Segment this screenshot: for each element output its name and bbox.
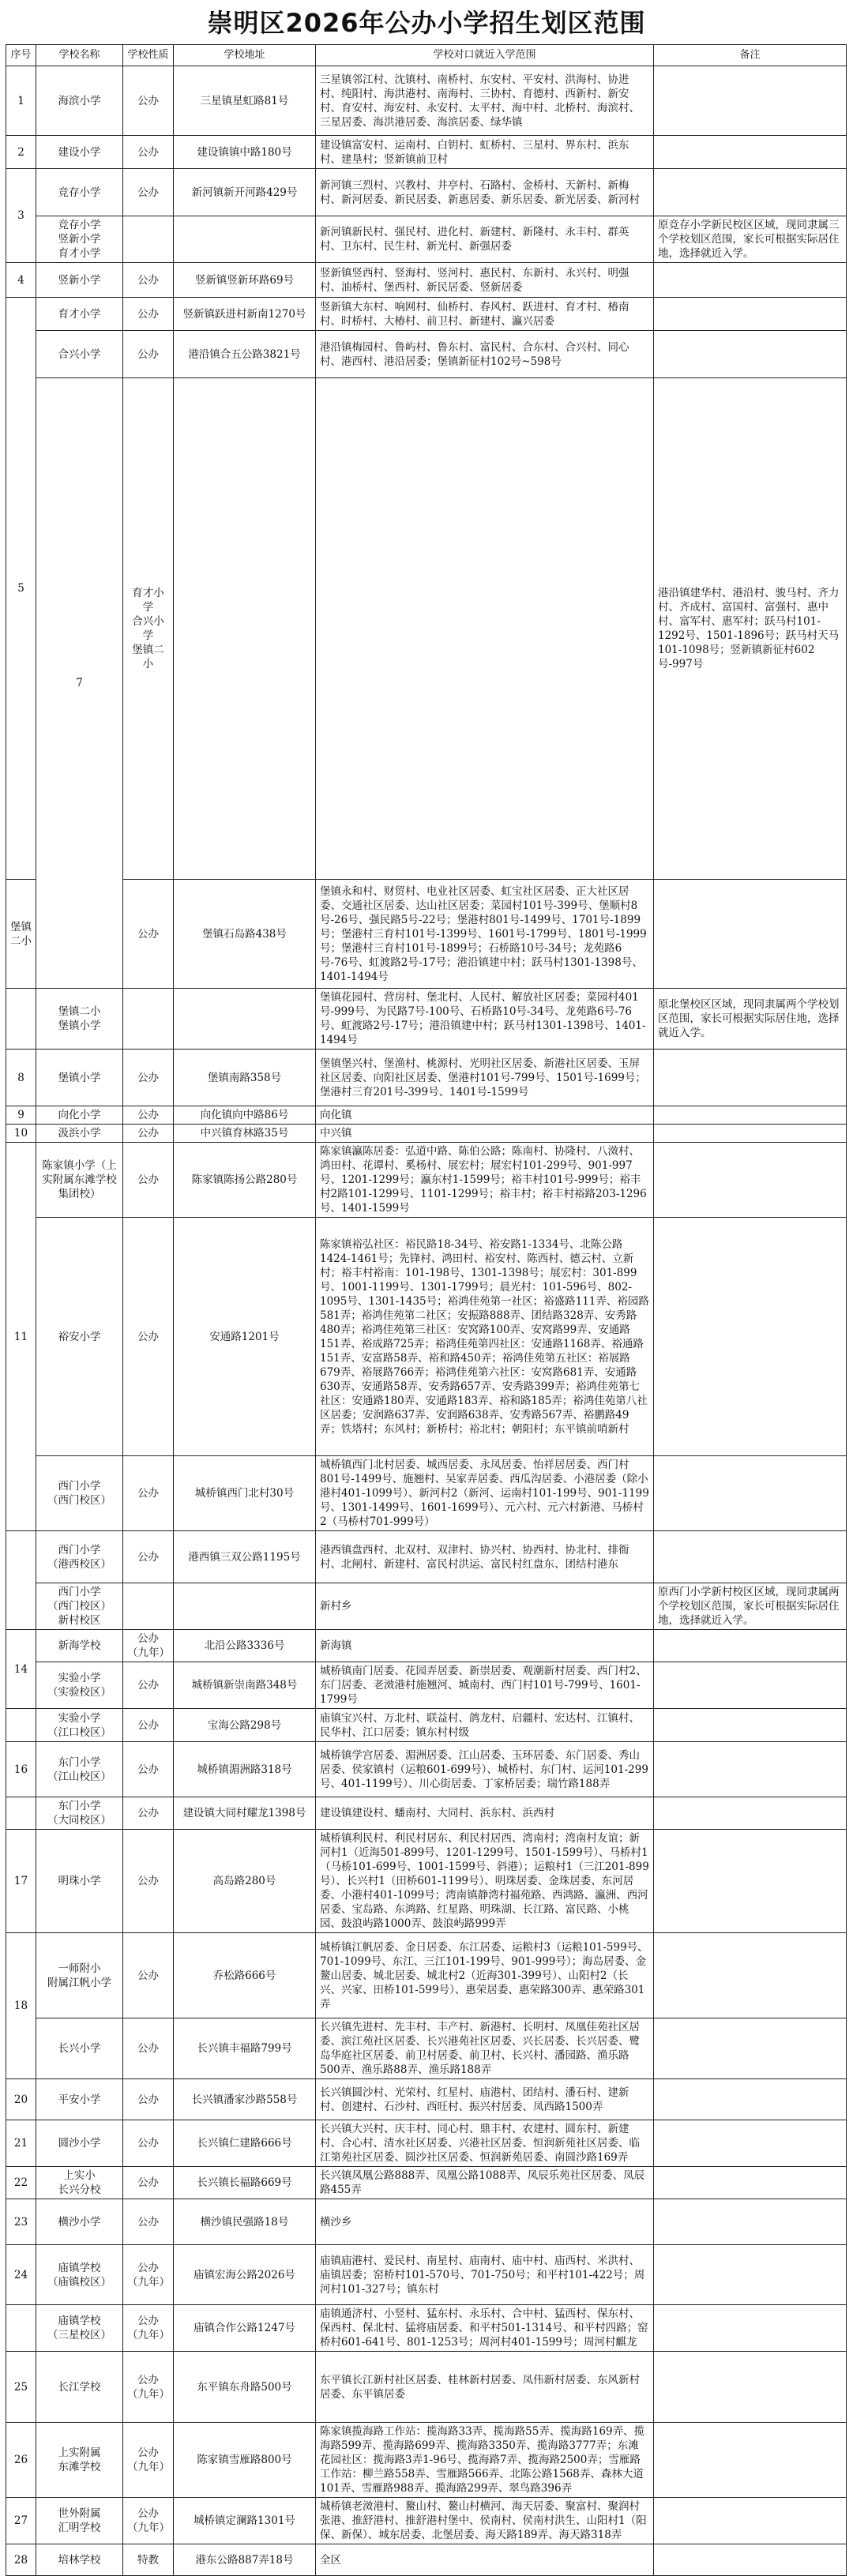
enrollment-range: 中兴镇 (316, 1125, 654, 1143)
row-note (654, 1143, 847, 1218)
school-name: 培林学校 (36, 2544, 123, 2576)
table-row (6, 136, 847, 169)
school-name: 明珠小学 (36, 1830, 123, 1933)
table-row (6, 2018, 847, 2079)
enrollment-range: 庙镇宝兴村、万北村、联益村、鸽龙村、启疆村、宏达村、江镇村、民华村、江口居委；镇东村村级 (316, 1709, 654, 1742)
enrollment-range: 新村乡 (316, 1583, 654, 1630)
enrollment-range: 全区 (316, 2544, 654, 2576)
table-row (6, 1933, 847, 2018)
enrollment-range: 横沙乡 (316, 2199, 654, 2245)
row-number (6, 1797, 36, 1830)
row-note (654, 1125, 847, 1143)
row-note (654, 2305, 847, 2352)
enrollment-range: 城桥镇江帆居委、金日居委、东江居委、运粮村3（运粮101-599号、701-1099号、东江、三江101-199号、901-999号）；海岛居委、金鳌山居委、城北居委、城北村2（近海301-399号）、山阳村2（长兴、兴家、田桥101-599号）、惠荣居委、惠荣路300弄、惠荣路301弄 (316, 1933, 654, 2018)
school-type: 公办 (123, 1933, 174, 2018)
school-type: 公办 (123, 1050, 174, 1106)
row-note (654, 1630, 847, 1662)
table-row (6, 1630, 847, 1662)
enrollment-range: 长兴镇先进村、先丰村、丰产村、新港村、长明村、凤凰佳苑社区居委、滨江苑社区居委、长兴港苑社区居委、兴长居委、长兴居委、鹭岛华庭社区居委、前卫村居委、前卫村、长兴村、潘园路、渔乐路500弄、渔乐路88弄、渔乐路188弄 (316, 2018, 654, 2079)
row-note (654, 2544, 847, 2576)
school-address: 长兴镇丰福路799号 (174, 2018, 316, 2079)
school-type: 特教 (123, 2544, 174, 2576)
enrollment-range: 长兴镇圆沙村、光荣村、红星村、庙港村、团结村、潘石村、建新村、创建村、石沙村、西旺村、振兴村居委、凤西路1500弄 (316, 2079, 654, 2120)
school-address: 中兴镇育林路35号 (174, 1125, 316, 1143)
enrollment-range: 新河镇新民村、强民村、进化村、新建村、新隆村、永丰村、群英村、卫东村、民生村、新光村、新强居委 (316, 216, 654, 263)
table-row (6, 2352, 847, 2423)
school-address (316, 378, 654, 880)
enrollment-range: 庙镇通济村、小竖村、猛东村、永乐村、合中村、猛西村、保东村、保西村、保北村、猛将庙居委、和平村501-1314号、和平村四路；窑桥村601-641号、801-1253号；周河村401-1599号；周河村麒龙 (316, 2305, 654, 2352)
school-type: 公办 (123, 1531, 174, 1583)
header-no: 序号 (6, 45, 36, 66)
school-type: 公办 (123, 1830, 174, 1933)
school-address: 新河镇新开河路429号 (174, 169, 316, 216)
enrollment-range: 三星镇邻江村、沈镇村、南桥村、东安村、平安村、洪海村、协进村、纯阳村、海洪港村、南海村、三协村、育德村、西新村、新安村、育安村、海安村、永安村、太平村、海中村、北桥村、海滨村、三星居委、海洪港居委、海滨居委、绿华镇 (316, 66, 654, 136)
header-note: 备注 (654, 45, 847, 66)
school-type: 公办 (123, 298, 174, 331)
school-name: 向化小学 (36, 1106, 123, 1125)
school-name: 育才小学 (36, 298, 123, 331)
school-type: 公办 （九年） (123, 2498, 174, 2544)
school-address: 庙镇宏海公路2026号 (174, 2245, 316, 2305)
school-name: 上实小 长兴分校 (36, 2167, 123, 2199)
table-row (6, 2423, 847, 2498)
table-row (6, 263, 847, 298)
table-row (6, 1830, 847, 1933)
school-type: 公办 (123, 880, 174, 989)
school-type: 公办 （九年） (123, 2305, 174, 2352)
school-name: 裕安小学 (36, 1218, 123, 1456)
row-number (6, 1531, 36, 1630)
header-name: 学校名称 (36, 45, 123, 66)
school-name: 圆沙小学 (36, 2120, 123, 2167)
enrollment-range: 新海镇 (316, 1630, 654, 1662)
school-type: 公办 (123, 169, 174, 216)
enrollment-range: 港沿镇梅园村、鲁屿村、鲁东村、富民村、合东村、合兴村、同心村、港西村、港沿居委；堡镇新征村102号~598号 (316, 331, 654, 378)
enrollment-range: 城桥镇学宫居委、湄洲居委、江山居委、玉环居委、东门居委、秀山居委、侯家镇村（运粮601-699号）、城桥村、东门村、运河101-299号、401-1199号）、川心街居委、丁家桥居委；瑞竹路188弄 (316, 1742, 654, 1797)
school-name: 平安小学 (36, 2079, 123, 2120)
row-note (654, 66, 847, 136)
school-type: 公办 (123, 1125, 174, 1143)
row-number: 22 (6, 2167, 36, 2199)
school-name: 长兴小学 (36, 2018, 123, 2079)
table-row (6, 880, 847, 989)
school-address: 三星镇星虹路81号 (174, 66, 316, 136)
enrollment-range: 陈家镇瀛陈居委：弘道中路、陈伯公路；陈南村、协隆村、八滧村、鸿田村、花谭村、奚杨村、展宏村；展宏村101-299号、901-997号、1201-1299号；瀛东村1-1599号；裕丰村101号-999号；裕丰村2路101-1299号、1101-1299号；裕丰村；裕丰村裕路203-1296号、1401-1599号 (316, 1143, 654, 1218)
school-type: 公办 (123, 1456, 174, 1531)
row-number: 16 (6, 1742, 36, 1797)
table-row (6, 1742, 847, 1797)
row-number (6, 989, 36, 1050)
table-row (6, 1797, 847, 1830)
school-address: 长兴镇潘家沙路558号 (174, 2079, 316, 2120)
table-body (6, 66, 847, 2576)
table-row (6, 2544, 847, 2576)
table-row (6, 1143, 847, 1218)
table-row (6, 1662, 847, 1709)
school-address: 长兴镇长福路669号 (174, 2167, 316, 2199)
school-name: 庙镇学校 （三星校区） (36, 2305, 123, 2352)
row-number: 7 (36, 378, 123, 989)
row-number: 9 (6, 1106, 36, 1125)
row-note (654, 2423, 847, 2498)
school-address: 港东公路887弄18号 (174, 2544, 316, 2576)
row-number: 2 (6, 136, 36, 169)
enrollment-range: 竖新镇大东村、响网村、仙桥村、春风村、跃进村、育才村、椿南村、时桥村、大椿村、前卫村、新建村、瀛兴居委 (316, 298, 654, 331)
enrollment-range: 城桥镇老滧港村、鳌山村、鳌山村横河、海天居委、聚富村、聚润村张港、推舒港村、推舒港村堡中、侯南村、侯南村洪生、山阳村1（阳保、新保）、城东居委、北堡居委、海天路189弄、海天路318弄 (316, 2498, 654, 2544)
enrollment-range: 城桥镇西门北村居委、城西居委、永凤居委、怡祥居居委、西门村801号-1499号、施翘村、吴家弄居委、西瓜沟居委、小港居委（除小港村401-1099号）、新河村2（新河、运南村101-199号、901-1199号、1301-1499号、1601-1699号）、元六村、元六村新港、马桥村2（马桥村701-999号） (316, 1456, 654, 1531)
row-number: 1 (6, 66, 36, 136)
school-name: 竞存小学 竖新小学 育才小学 (36, 216, 123, 263)
enrollment-range: 陈家镇裕弘社区：裕民路18-34号、裕安路1-1334号、北陈公路1424-1461号；先锋村、鸿田村、裕安村、陈西村、德云村、立新村；裕丰村裕南：101-198号、1301-1398号；展宏村：301-899号、1001-1199号、1301-1799号；晨光村：101-596号、802-1095号、1301-1435号；裕鸿佳苑第一社区；裕盛路111弄、裕园路581弄；裕鸿佳苑第二社区；安振路888弄、团结路328弄、安秀路480弄；裕鸿佳苑第三社区：安窝路100弄、安窝路99弄、安通路151弄、裕成路725弄；裕鸿佳苑第四社区：安通路1168弄、裕通路151弄、安富路58弄、裕和路450弄；裕鸿佳苑第五社区：裕展路679弄、裕展路766弄；裕鸿佳苑第六社区：安窝路681弄、安通路630弄、安通路58弄、安秀路657弄、安秀路399弄；裕鸿佳苑第七社区：安通路180弄、安通路183弄、裕和路185弄；裕鸿佳苑第八社区居委；安润路637弄、安润路638弄、安秀路567弄、裕鹏路49弄；铁塔村；东风村；新桥村；裕北村；朝阳村；东平镇前哨新村 (316, 1218, 654, 1456)
school-address: 庙镇合作公路1247号 (174, 2305, 316, 2352)
school-type: 公办 （九年） (123, 1630, 174, 1662)
school-name: 东门小学 （江山校区） (36, 1742, 123, 1797)
school-address: 竖新镇跃进村新南1270号 (174, 298, 316, 331)
school-address: 向化镇向中路86号 (174, 1106, 316, 1125)
page-title: 崇明区2026年公办小学招生划区范围 (207, 8, 646, 38)
row-note (654, 298, 847, 331)
enrollment-range: 长兴镇大兴村、庆丰村、同心村、鼎丰村、农建村、圆东村、新建村、合心村、清水社区居委、兴港社区居委、恒润新苑社区居委、临江第苑社区居委、圆沙社区居委、恒润新苑居委、南圆沙路169弄 (316, 2120, 654, 2167)
school-name: 实验小学 （江口校区） (36, 1709, 123, 1742)
school-name: 合兴小学 (36, 331, 123, 378)
school-address (174, 989, 316, 1050)
school-name: 长江学校 (36, 2352, 123, 2423)
row-note: 原竞存小学新民校区区域，现同隶属三个学校划区范围，家长可根据实际居住地，选择就近入学。 (654, 216, 847, 263)
enrollment-range: 长兴镇凤凰公路888弄、凤凰公路1088弄、凤辰乐苑社区居委、凤辰路455弄 (316, 2167, 654, 2199)
school-name: 实验小学 （实验校区） (36, 1662, 123, 1709)
row-note (654, 331, 847, 378)
school-type: 公办 (123, 331, 174, 378)
school-type (123, 216, 174, 263)
row-number: 18 (6, 1933, 36, 2079)
school-type: 公办 （九年） (123, 2245, 174, 2305)
school-type: 公办 (123, 1797, 174, 1830)
school-address: 东平镇东舟路500号 (174, 2352, 316, 2423)
row-note (654, 880, 847, 989)
school-name: 竖新小学 (36, 263, 123, 298)
enrollment-range: 陈家镇揽海路工作站：揽海路33弄、揽海路55弄、揽海路169弄、揽海路599弄、揽海路699弄、揽海路3350弄、揽海路3777弄；东滩花园社区：揽海路3弄1-96号、揽海路7弄、揽海路2500弄；雪雁路工作站：柳兰路558弄、雪雁路566弄、北陈公路1568弄、森林大道101弄、雪雁路988弄、揽海路299弄、翠鸟路396弄 (316, 2423, 654, 2498)
table-row (6, 2305, 847, 2352)
table-row (6, 989, 847, 1050)
school-name: 新海学校 (36, 1630, 123, 1662)
school-type: 公办 (123, 66, 174, 136)
school-name: 西门小学 （港西校区） (36, 1531, 123, 1583)
table-row (6, 66, 847, 136)
row-note (654, 1742, 847, 1797)
row-note (654, 1050, 847, 1106)
enrollment-range: 堡镇花园村、营房村、堡北村、人民村、解放社区居委；菜园村401号-999号、为民路7号-100号、石桥路10号-34号、龙苑路6号-76号、虹渡路2号-17号；港沿镇建中村；跃马村1301-1398号、1401-1494号 (316, 989, 654, 1050)
row-note (654, 2079, 847, 2120)
enrollment-range: 竖新镇竖西村、竖海村、竖河村、惠民村、东新村、永兴村、明强村、油桥村、堡西村、新民居委、竖新居委 (316, 263, 654, 298)
table-row (6, 331, 847, 378)
school-address: 陈家镇陈扬公路280号 (174, 1143, 316, 1218)
row-number: 23 (6, 2199, 36, 2245)
row-number: 25 (6, 2352, 36, 2423)
row-number: 26 (6, 2423, 36, 2498)
enrollment-range: 堡镇堡兴村、堡渔村、桃源村、光明社区居委、新港社区居委、玉屏社区居委、向阳社区居委、堡港村101号-799号、1501号-1699号；堡港村三育201号-399号、1401号-1599号 (316, 1050, 654, 1106)
school-address: 堡镇石岛路438号 (174, 880, 316, 989)
row-note (654, 1218, 847, 1456)
enrollment-range: 建设镇建设村、蟠南村、大同村、浜东村、浜西村 (316, 1797, 654, 1830)
table-row (6, 1531, 847, 1583)
enrollment-range: 城桥镇南门居委、花园弄居委、新崇居委、观潮新村居委、西门村2、东门居委、老滧港村施翘河、城南村、西门村101号-799号、1601-1799号 (316, 1662, 654, 1709)
row-number: 17 (6, 1830, 36, 1933)
school-address: 堡镇南路358号 (174, 1050, 316, 1106)
school-address: 港西镇三双公路1195号 (174, 1531, 316, 1583)
row-note (654, 1531, 847, 1583)
table-row (6, 216, 847, 263)
school-name: 西门小学 （西门校区） 新村校区 (36, 1583, 123, 1630)
table-row (6, 169, 847, 216)
table-row (6, 2167, 847, 2199)
row-number: 24 (6, 2245, 36, 2305)
school-address: 长兴镇仁建路666号 (174, 2120, 316, 2167)
school-name: 一师附小 附属江帆小学 (36, 1933, 123, 2018)
row-number (6, 2305, 36, 2352)
school-address (174, 1583, 316, 1630)
school-name: 竞存小学 (36, 169, 123, 216)
table-row (6, 1456, 847, 1531)
school-address: 城桥镇西门北村30号 (174, 1456, 316, 1531)
row-number: 5 (6, 298, 36, 880)
row-number (6, 1709, 36, 1742)
row-note (654, 263, 847, 298)
row-number: 21 (6, 2120, 36, 2167)
table-row (6, 1050, 847, 1106)
header-type: 学校性质 (123, 45, 174, 66)
school-type (123, 1583, 174, 1630)
row-number: 8 (6, 1050, 36, 1106)
school-name: 世外附属 汇明学校 (36, 2498, 123, 2544)
school-type: 公办 （九年） (123, 2423, 174, 2498)
school-name: 横沙小学 (36, 2199, 123, 2245)
school-address: 安通路1201号 (174, 1218, 316, 1456)
header-range: 学校对口就近入学范围 (316, 45, 654, 66)
school-name: 育才小学 合兴小学 堡镇二小 (123, 378, 174, 880)
table-row (6, 1709, 847, 1742)
row-number: 4 (6, 263, 36, 298)
row-note (654, 1709, 847, 1742)
row-note (654, 2018, 847, 2079)
enrollment-range: 港沿镇建华村、港沿村、骏马村、齐力村、齐成村、富国村、富强村、惠中村、富军村、惠军村；跃马村101-1292号、1501-1896号；跃马村天马 101-1098号；竖新镇新征村602号-997号 (654, 378, 847, 880)
table-row (6, 1106, 847, 1125)
table-row (6, 1125, 847, 1143)
row-note (654, 1456, 847, 1531)
row-number: 27 (6, 2498, 36, 2544)
row-number: 3 (6, 169, 36, 263)
row-note: 原北堡校区区域，现同隶属两个学校划区范围，家长可根据实际居住地，选择就近入学。 (654, 989, 847, 1050)
school-type: 公办 (123, 136, 174, 169)
school-address: 宝海公路298号 (174, 1709, 316, 1742)
row-number: 14 (6, 1630, 36, 1709)
table-row (6, 2079, 847, 2120)
enrollment-table (6, 44, 847, 2576)
school-name: 东门小学 （大同校区） (36, 1797, 123, 1830)
school-name: 上实附属 东滩学校 (36, 2423, 123, 2498)
school-name: 陈家镇小学（上实附属东滩学校集团校） (36, 1143, 123, 1218)
enrollment-range: 城桥镇利民村、利民村居东、利民村居西、湾南村；湾南村友谊；新河村1（近海501-899号、1201-1299号、1501-1599号）、马桥村1（马桥101-699号、1001-1599号、斜港）；运粮村1（三江201-899号）、长兴村1（田桥601-1199号）、明珠居委、金珠居委、东河居委、小港村401-1099号；湾南镇静湾村福苑路、西鸿路、瀛洲、西河居委、宝岛路、东鸿路、红星路、明珠湖、长江路、富民路、小桃园、鼓浪屿路1000弄、鼓浪屿路999弄 (316, 1830, 654, 1933)
school-type: 公办 (123, 1709, 174, 1742)
school-address: 陈家镇雪雁路800号 (174, 2423, 316, 2498)
school-address: 高岛路280号 (174, 1830, 316, 1933)
row-number: 28 (6, 2544, 36, 2576)
school-name: 堡镇二小 堡镇小学 (36, 989, 123, 1050)
school-address (174, 216, 316, 263)
enrollment-range: 庙镇庙港村、爱民村、南星村、庙南村、庙中村、庙西村、米洪村、庙镇居委；窑桥村101-570号、701-750号；和平村101-422号；周河村101-327号；镇东村 (316, 2245, 654, 2305)
school-name: 建设小学 (36, 136, 123, 169)
school-type: 公办 (123, 2018, 174, 2079)
school-address: 竖新镇竖新环路69号 (174, 263, 316, 298)
table-row (6, 2245, 847, 2305)
school-address: 港沿镇合五公路3821号 (174, 331, 316, 378)
school-address: 城桥镇新崇南路348号 (174, 1662, 316, 1709)
row-note (654, 2498, 847, 2544)
school-type: 公办 (123, 2079, 174, 2120)
school-type: 公办 (123, 1143, 174, 1218)
school-address: 横沙镇民强路18号 (174, 2199, 316, 2245)
table-row (6, 2199, 847, 2245)
row-note (654, 1106, 847, 1125)
row-note (654, 1797, 847, 1830)
table-row (6, 378, 847, 880)
school-type (123, 989, 174, 1050)
row-note (654, 2120, 847, 2167)
table-header-row (6, 45, 847, 66)
enrollment-range: 堡镇永和村、财贸村、电业社区居委、虹宝社区居委、正大社区居委、交通社区居委、达山社区居委；菜园村101号-399号、堡顺村8号-26号、强民路5号-22号；堡港村801号-1499号、1701号-1899号；堡港村三育村101号-1399号、1601号-1799号、1801号-1999号；堡港村三育村101号-1899号；石桥路10号-34号；龙苑路6号-76号、虹渡路2号-17号；港沿镇建中村；跃马村1301-1398号、1401-1494号 (316, 880, 654, 989)
enrollment-range: 东平镇长江新村社区居委、桂林新村居委、凤伟新村居委、东风新村居委、东平镇居委 (316, 2352, 654, 2423)
school-address: 城桥镇湄洲路318号 (174, 1742, 316, 1797)
header-address: 学校地址 (174, 45, 316, 66)
school-type: 公办 (123, 2120, 174, 2167)
enrollment-range: 港西镇盘西村、北双村、双津村、协兴村、协西村、协北村、排衙村、北闸村、新建村、富民村洪运、富民村红盘东、团结村港东 (316, 1531, 654, 1583)
table-row (6, 1218, 847, 1456)
school-type: 公办 (123, 2199, 174, 2245)
school-address: 城桥镇定澜路1301号 (174, 2498, 316, 2544)
school-type: 公办 (123, 1742, 174, 1797)
school-address: 建设镇大同村耀龙1398号 (174, 1797, 316, 1830)
row-note (654, 2167, 847, 2199)
school-name: 汲浜小学 (36, 1125, 123, 1143)
row-number: 20 (6, 2079, 36, 2120)
row-note (654, 1830, 847, 1933)
school-name: 堡镇小学 (36, 1050, 123, 1106)
school-type: 公办 (123, 1662, 174, 1709)
table-row (6, 2498, 847, 2544)
row-note: 原西门小学新村校区区域，现同隶属两个学校划区范围，家长可根据实际居住地，选择就近入学。 (654, 1583, 847, 1630)
school-name: 西门小学 （西门校区） (36, 1456, 123, 1531)
school-type: 公办 (123, 263, 174, 298)
row-number: 10 (6, 1125, 36, 1143)
row-note (654, 169, 847, 216)
row-note (654, 2245, 847, 2305)
school-address: 建设镇镇中路180号 (174, 136, 316, 169)
school-name: 海滨小学 (36, 66, 123, 136)
school-type: 公办 (123, 2167, 174, 2199)
table-row (6, 298, 847, 331)
table-row (6, 2120, 847, 2167)
school-address: 北沿公路3336号 (174, 1630, 316, 1662)
enrollment-range: 新河镇三烈村、兴教村、井亭村、石路村、金桥村、天新村、新梅村、新河居委、新民居委、新惠居委、新乐居委、新光居委、新河村 (316, 169, 654, 216)
row-note (654, 1662, 847, 1709)
enrollment-range: 建设镇富安村、运南村、白钥村、虹桥村、三星村、界东村、浜东村、建垦村；竖新镇前卫村 (316, 136, 654, 169)
row-number: 11 (6, 1143, 36, 1531)
school-type: 公办 （九年） (123, 2352, 174, 2423)
row-note (654, 2199, 847, 2245)
school-address: 乔松路666号 (174, 1933, 316, 2018)
row-note (654, 2352, 847, 2423)
school-type (174, 378, 316, 880)
school-name: 庙镇学校 （庙镇校区） (36, 2245, 123, 2305)
row-note (654, 136, 847, 169)
school-name: 堡镇二小 (6, 880, 36, 989)
table-row (6, 1583, 847, 1630)
enrollment-range: 向化镇 (316, 1106, 654, 1125)
school-type: 公办 (123, 1106, 174, 1125)
school-type: 公办 (123, 1218, 174, 1456)
row-note (654, 1933, 847, 2018)
